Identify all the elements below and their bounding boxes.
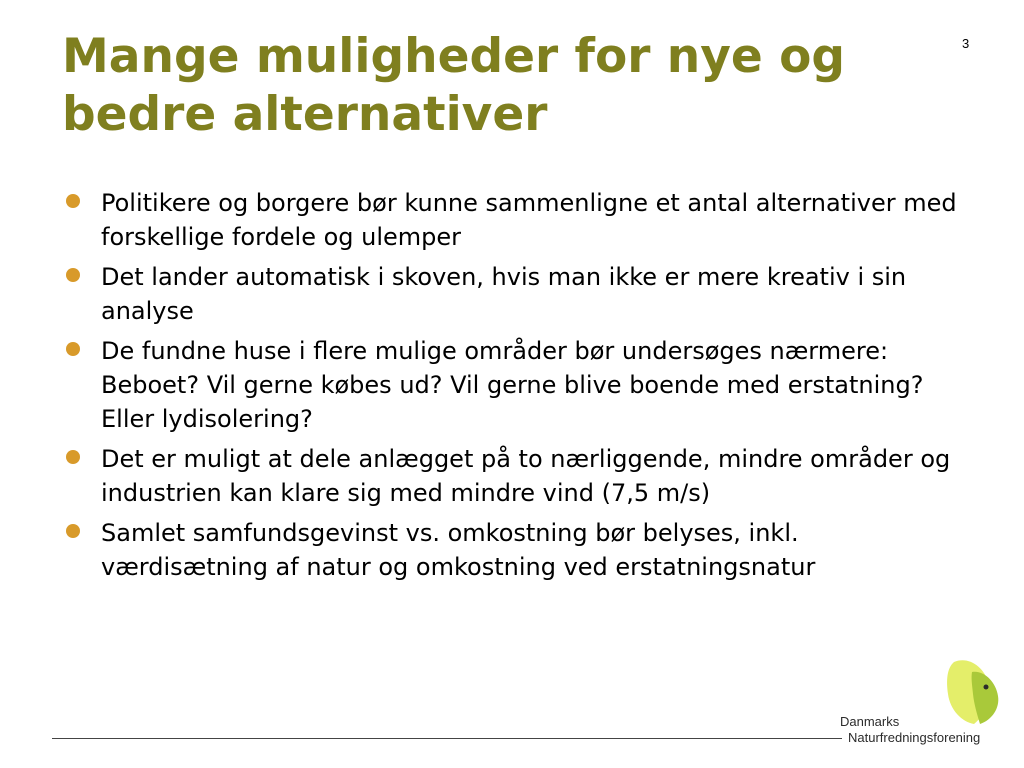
bullet-item xyxy=(62,260,962,328)
bullet-text: De fundne huse i flere mulige områder bør undersøges nærmere: Beboet? Vil gerne købes ud? Vil gerne blive boende med erstatning? Eller lydisolering? xyxy=(101,337,924,433)
bullet-text: Politikere og borgere bør kunne sammenligne et antal alternativer med forskellige fordele og ulemper xyxy=(101,189,957,251)
page-number: 3 xyxy=(962,36,970,51)
bullet-item xyxy=(62,334,962,436)
bullet-text: Det er muligt at dele anlægget på to nærliggende, mindre områder og industrien kan klare sig med mindre vind (7,5 m/s) xyxy=(101,445,951,507)
bullet-item xyxy=(62,442,962,510)
bullet-dot-icon xyxy=(66,268,80,282)
logo-text-line1: Danmarks xyxy=(840,714,900,729)
bullet-list xyxy=(62,186,962,590)
bullet-text: Samlet samfundsgevinst vs. omkostning bør belyses, inkl. værdisætning af natur og omkostning ved erstatningsnatur xyxy=(101,519,816,581)
logo xyxy=(836,652,1006,750)
logo-text-line2: Naturfredningsforening xyxy=(848,730,981,745)
bullet-dot-icon xyxy=(66,342,80,356)
bullet-text: Det lander automatisk i skoven, hvis man ikke er mere kreativ i sin analyse xyxy=(101,263,907,325)
leaf-logo-icon xyxy=(944,654,1002,728)
bullet-dot-icon xyxy=(66,450,80,464)
bullet-dot-icon xyxy=(66,194,80,208)
bullet-item xyxy=(62,186,962,254)
bullet-item xyxy=(62,516,962,584)
bullet-dot-icon xyxy=(66,524,80,538)
footer-divider xyxy=(52,738,842,739)
slide-title: Mange muligheder for nye og bedre alternativer xyxy=(62,29,846,142)
